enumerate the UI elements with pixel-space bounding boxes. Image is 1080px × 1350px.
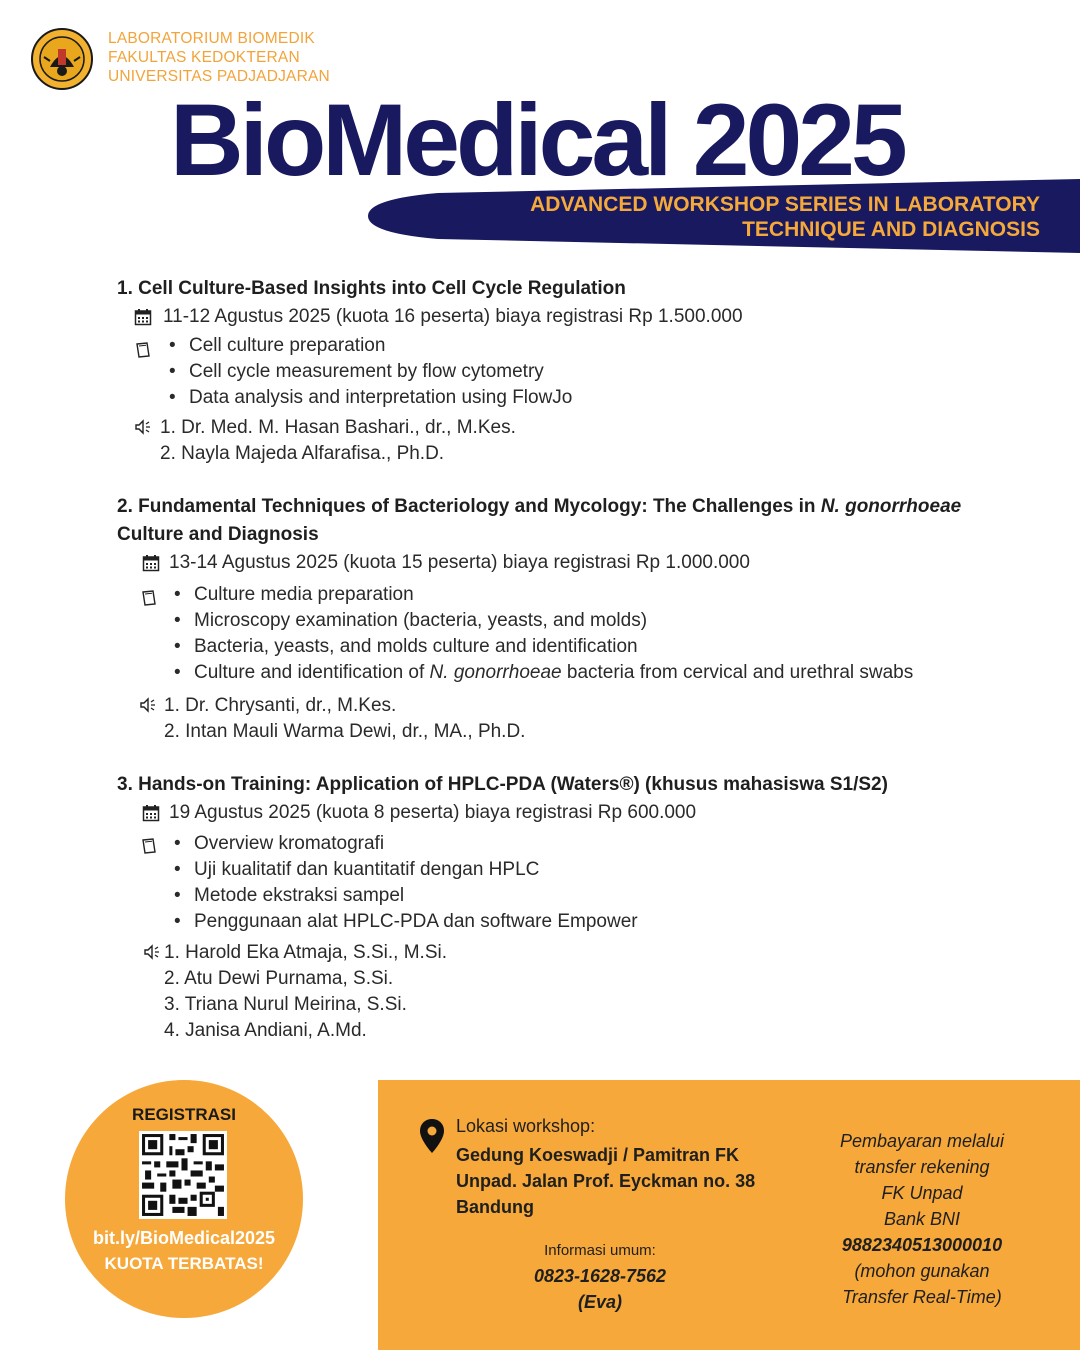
workshop-1-topic-1: • Cell culture preparation	[189, 335, 385, 357]
university-logo	[30, 27, 94, 91]
location-pin-icon	[419, 1118, 445, 1154]
location-label: Lokasi workshop:	[456, 1116, 596, 1136]
registration-label: REGISTRASI	[132, 1105, 236, 1124]
calendar-icon	[134, 308, 152, 326]
calendar-icon	[142, 804, 160, 822]
workshop-2-speaker-1: 1. Dr. Chrysanti, dr., M.Kes.	[164, 695, 397, 716]
payment-note-2: Transfer Real-Time)	[842, 1287, 1002, 1307]
contact-name: (Eva)	[577, 1292, 622, 1312]
workshop-1-date: 11-12 Agustus 2025 (kuota 16 peserta) biaya registrasi Rp 1.500.000	[163, 306, 743, 327]
workshop-2-topic-2: • Microscopy examination (bacteria, yeasts, and molds)	[194, 610, 647, 632]
workshop-3-date: 19 Agustus 2025 (kuota 8 peserta) biaya registrasi Rp 600.000	[169, 802, 697, 823]
payment-line-1: Pembayaran melalui	[839, 1131, 1005, 1151]
workshop-2-title-line-1: 2. Fundamental Techniques of Bacteriology and Mycology: The Challenges in N. gonorrhoeae	[117, 496, 962, 517]
notebook-icon	[134, 341, 152, 359]
contact-phone: 0823-1628-7562	[533, 1266, 667, 1286]
workshop-2-topic-3: • Bacteria, yeasts, and molds culture and identification	[194, 636, 638, 658]
workshop-3-speaker-2: 2. Atu Dewi Purnama, S.Si.	[164, 968, 394, 989]
workshop-3-title: 3. Hands-on Training: Application of HPLC-PDA (Waters®) (khusus mahasiswa S1/S2)	[117, 774, 888, 795]
workshop-2-speaker-2: 2. Intan Mauli Warma Dewi, dr., MA., Ph.D.	[164, 721, 526, 742]
speaker-icon	[134, 418, 152, 436]
contact-label: Informasi umum:	[544, 1242, 656, 1259]
workshop-2-date: 13-14 Agustus 2025 (kuota 15 peserta) biaya registrasi Rp 1.000.000	[169, 552, 750, 573]
workshop-3-speaker-4: 4. Janisa Andiani, A.Md.	[164, 1020, 367, 1041]
workshop-3-speaker-3: 3. Triana Nurul Meirina, S.Si.	[164, 994, 407, 1015]
location-line-1: Gedung Koeswadji / Pamitran FK	[456, 1145, 740, 1165]
institution-line-1: LABORATORIUM BIOMEDIK	[108, 30, 315, 47]
workshop-1-topic-2: • Cell cycle measurement by flow cytometry	[189, 361, 544, 383]
subtitle-line-2: TECHNIQUE AND DIAGNOSIS	[742, 218, 1040, 241]
workshop-2-topic-1: • Culture media preparation	[194, 584, 414, 606]
payment-note-1: (mohon gunakan	[854, 1261, 990, 1281]
speaker-icon	[143, 943, 161, 961]
notebook-icon	[140, 589, 158, 607]
workshop-1-title: 1. Cell Culture-Based Insights into Cell Cycle Regulation	[117, 278, 626, 299]
workshop-3-speaker-1: 1. Harold Eka Atmaja, S.Si., M.Si.	[164, 942, 447, 963]
workshop-3-topic-4: • Penggunaan alat HPLC-PDA dan software Empower	[194, 911, 638, 933]
workshop-3-topic-3: • Metode ekstraksi sampel	[194, 885, 404, 907]
calendar-icon	[142, 554, 160, 572]
payment-info	[802, 1128, 1042, 1310]
quota-note: KUOTA TERBATAS!	[104, 1254, 264, 1273]
location-line-2: Unpad. Jalan Prof. Eyckman no. 38	[456, 1171, 756, 1191]
workshop-3-topic-1: • Overview kromatografi	[194, 833, 384, 855]
workshop-2-topic-4: • Culture and identification of N. gonorrhoeae bacteria from cervical and urethral swabs	[194, 662, 913, 684]
payment-line-2: transfer rekening	[854, 1157, 990, 1177]
subtitle-line-1: ADVANCED WORKSHOP SERIES IN LABORATORY	[530, 193, 1040, 216]
workshop-3-topic-2: • Uji kualitatif dan kuantitatif dengan HPLC	[194, 859, 539, 881]
payment-line-4: Bank BNI	[883, 1209, 961, 1229]
institution-line-3: UNIVERSITAS PADJADJARAN	[108, 68, 330, 85]
page-title: BioMedical 2025	[170, 83, 904, 197]
speaker-icon	[139, 696, 157, 714]
workshop-1-speaker-2: 2. Nayla Majeda Alfarafisa., Ph.D.	[160, 443, 445, 464]
registration-link[interactable]: bit.ly/BioMedical2025	[92, 1228, 276, 1248]
qr-code[interactable]	[138, 1131, 228, 1219]
notebook-icon	[140, 837, 158, 855]
payment-account: 9882340513000010	[841, 1235, 1003, 1255]
workshop-1-topic-3: • Data analysis and interpretation using FlowJo	[189, 387, 572, 409]
payment-line-3: FK Unpad	[881, 1183, 963, 1203]
location-line-3: Bandung	[456, 1197, 534, 1217]
workshop-2-title-line-2: Culture and Diagnosis	[117, 524, 319, 545]
workshop-1-speaker-1: 1. Dr. Med. M. Hasan Bashari., dr., M.Kes.	[160, 417, 516, 438]
institution-line-2: FAKULTAS KEDOKTERAN	[108, 49, 300, 66]
